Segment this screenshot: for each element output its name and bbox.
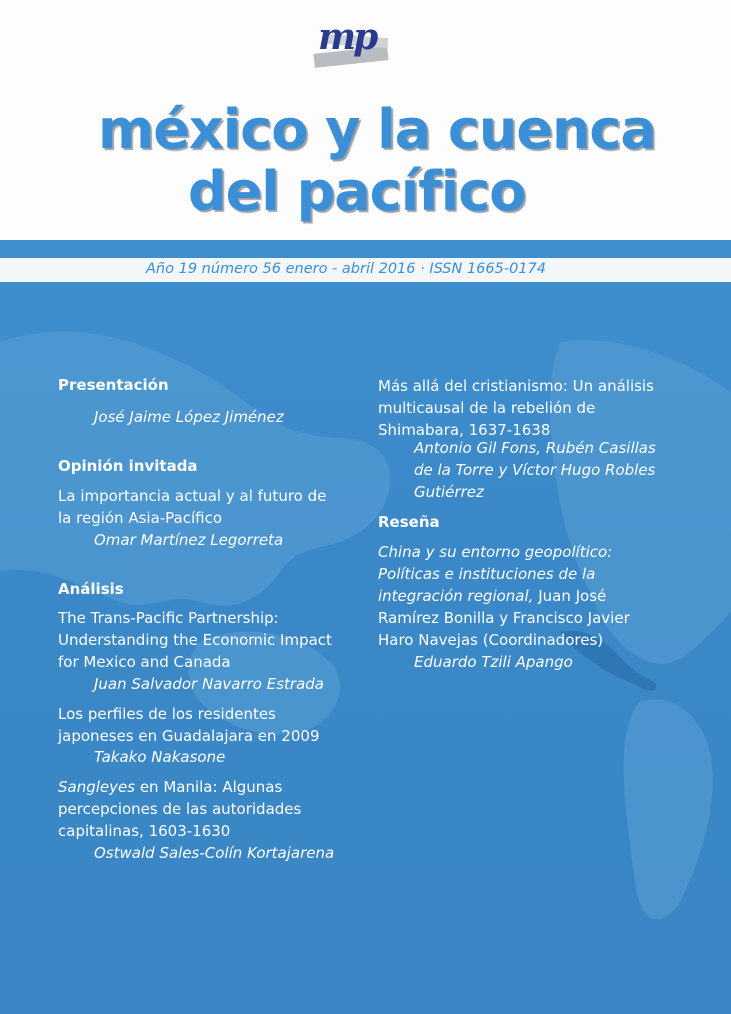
author-sangleyes: Ostwald Sales-Colín Kortajarena	[94, 844, 335, 862]
editors-line: Ramírez Bonilla y Francisco Javier	[378, 609, 630, 627]
article-title-line: Los perfiles de los residentes	[58, 705, 276, 723]
article-title-line: Shimabara, 1637-1638	[378, 421, 551, 439]
article-title-line: for Mexico and Canada	[58, 653, 231, 671]
section-heading-opinion: Opinión invitada	[58, 457, 198, 475]
journal-title-line-1: méxico y la cuenca	[98, 98, 656, 161]
book-title-fragment: integración regional,	[378, 587, 534, 605]
author-line: de la Torre y Víctor Hugo Robles	[414, 461, 656, 479]
article-title-line: capitalinas, 1603-1630	[58, 822, 231, 840]
section-heading-resena: Reseña	[378, 513, 440, 531]
article-title-line: Understanding the Economic Impact	[58, 631, 332, 649]
editors-fragment: Juan José	[533, 587, 607, 605]
article-title-line: percepciones de las autoridades	[58, 800, 302, 818]
logo-mark: mp	[318, 16, 376, 58]
article-title-line: japoneses en Guadalajara en 2009	[58, 727, 320, 745]
author-presentacion: José Jaime López Jiménez	[94, 408, 284, 426]
editors-line: Haro Navejas (Coordinadores)	[378, 631, 604, 649]
article-title-line	[58, 776, 301, 798]
article-title-line: Más allá del cristianismo: Un análisis	[378, 377, 654, 395]
article-title-fragment: en Manila: Algunas	[135, 778, 283, 796]
article-title-shimabara	[378, 375, 654, 441]
journal-title-line-2: del pacífico	[188, 160, 526, 223]
article-title-line: multicausal de la rebelión de	[378, 399, 596, 417]
article-title-tpp	[58, 607, 332, 673]
article-title-line: La importancia actual y al futuro de	[58, 487, 327, 505]
section-heading-analisis: Análisis	[58, 580, 124, 598]
article-title-sangleyes	[58, 776, 301, 842]
article-title-line: The Trans-Pacific Partnership:	[58, 609, 279, 627]
author-resena: Eduardo Tzili Apango	[414, 653, 573, 671]
article-title-line: la región Asia-Pacífico	[58, 509, 223, 527]
book-title-line	[378, 585, 630, 607]
italic-term: Sangleyes	[58, 778, 136, 796]
author-line: Antonio Gil Fons, Rubén Casillas	[414, 439, 656, 457]
article-title-perfiles	[58, 703, 319, 747]
article-title-opinion	[58, 485, 326, 529]
authors-shimabara	[414, 437, 656, 503]
section-heading-presentacion: Presentación	[58, 376, 169, 394]
author-tpp: Juan Salvador Navarro Estrada	[94, 675, 324, 693]
author-opinion: Omar Martínez Legorreta	[94, 531, 284, 549]
issue-info: Año 19 número 56 enero - abril 2016 · ISSN 1665-0174	[146, 261, 546, 277]
journal-logo	[308, 14, 400, 78]
author-line: Gutiérrez	[414, 483, 484, 501]
map-landmass-south-america	[624, 699, 713, 919]
review-book-title	[378, 541, 630, 651]
author-perfiles: Takako Nakasone	[94, 748, 226, 766]
book-title-line: China y su entorno geopolítico:	[378, 543, 613, 561]
book-title-line: Políticas e instituciones de la	[378, 565, 596, 583]
